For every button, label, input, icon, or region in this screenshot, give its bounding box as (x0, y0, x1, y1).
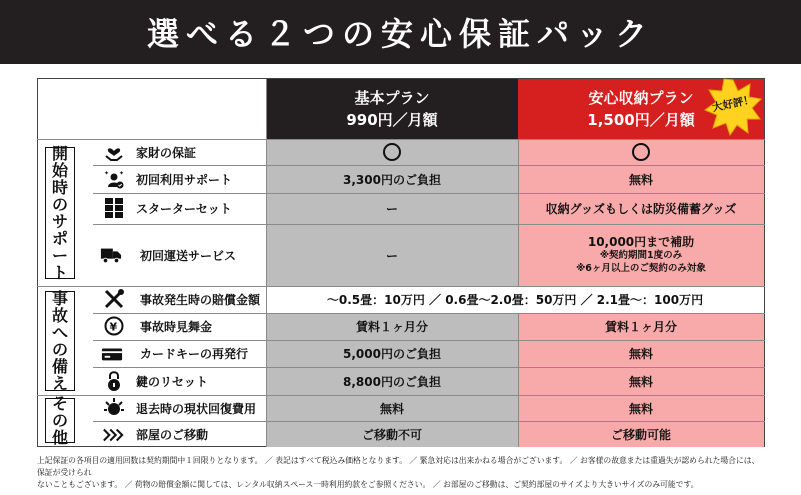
popular-badge: 大好評！ (711, 93, 755, 115)
premium-cell: 賃料１ヶ月分 (518, 313, 764, 340)
basic-cell: 8,800円のご負担 (266, 367, 518, 395)
premium-cell: 無料 (518, 165, 764, 193)
premium-cell-note: ※6ヶ月以上のご契約のみ対象 (576, 262, 706, 274)
row-label: 部屋のご移動 (136, 427, 209, 442)
premium-cell (518, 139, 764, 165)
category-accident-prep: 事 故 へ の 備 え (45, 291, 75, 391)
basic-cell: 賃料１ヶ月分 (266, 313, 518, 340)
sparkle-clean-icon (103, 397, 125, 419)
premium-cell-note: ※契約期間1度のみ (599, 249, 683, 261)
heart-hands-icon (103, 141, 125, 163)
footer-line: 上記保証の各項目の適用回数は契約期間中１回限りとなります。 ／ 表記はすべて税込み価格となります。 ／ 緊急対応は出来かねる場合がございます。 ／ お客様の故意または重過失が認められた場合には、保証が受けられ (37, 456, 760, 477)
basic-cell: ご移動不可 (266, 421, 518, 447)
premium-cell-main: 10,000円まで補助 (587, 234, 695, 249)
basic-cell: 無料 (266, 395, 518, 421)
included-circle-icon (383, 143, 401, 161)
delivery-truck-icon (100, 244, 122, 266)
padlock-icon (103, 370, 125, 392)
premium-cell: 収納グッズもしくは防災備蓄グッズ (518, 193, 764, 224)
row-label: 事故発生時の賠償金額 (140, 293, 261, 307)
row-label: 家財の保証 (136, 145, 197, 160)
footer-line: ないこともございます。 ／ 荷物の賠償金額に関しては、レンタル収納スペース一時利用約款をご参照ください。 ／ お部屋のご移動は、ご契約部屋のサイズより大きいサイズのみ可能です。 (37, 480, 699, 489)
premium-cell: 無料 (518, 340, 764, 367)
card-key-icon (101, 343, 123, 365)
svg-text:¥: ¥ (109, 320, 118, 334)
premium-cell: 無料 (518, 367, 764, 395)
basic-cell: ー (266, 193, 518, 224)
page-title: 選べる２つの安心保証パック (0, 0, 801, 64)
category-other: そ の 他 (45, 398, 75, 443)
support-stars-icon (103, 168, 125, 190)
starter-grid-icon (103, 197, 125, 219)
footer-notes (37, 455, 767, 491)
row-label: 鍵のリセット (136, 374, 208, 389)
row-label: 初回運送サービス (140, 248, 237, 263)
row-label: カードキーの再発行 (140, 347, 249, 361)
included-circle-icon (632, 143, 650, 161)
row-label: 事故時見舞金 (140, 320, 213, 334)
row-label: 初回利用サポート (136, 172, 233, 187)
premium-plan-name: 安心収納プラン (588, 89, 694, 107)
basic-cell: 3,300円のご負担 (266, 165, 518, 193)
category-start-support: 開 始 時 の サ ポ ー ト (45, 147, 75, 279)
merged-cell: ～0.5畳：10万円 ／ 0.6畳～2.0畳：50万円 ／ 2.1畳～：100万円 (266, 286, 764, 313)
row-label: 退去時の現状回復費用 (136, 401, 257, 416)
svg-text:✦: ✦ (104, 170, 110, 177)
basic-plan-name: 基本プラン (354, 89, 430, 107)
yen-coin-icon (103, 315, 125, 337)
premium-cell (518, 224, 764, 286)
basic-plan-price: 990円／月額 (346, 111, 438, 129)
basic-cell: 5,000円のご負担 (266, 340, 518, 367)
svg-text:✦: ✦ (119, 170, 125, 177)
row-label: スターターセット (136, 202, 232, 216)
basic-cell: ー (266, 224, 518, 286)
basic-cell (266, 139, 518, 165)
tools-icon (103, 288, 125, 310)
premium-cell: ご移動可能 (518, 421, 764, 447)
basic-plan-header (266, 79, 518, 139)
premium-cell: 無料 (518, 395, 764, 421)
move-arrows-icon (102, 424, 124, 446)
premium-plan-price: 1,500円／月額 (587, 111, 695, 129)
